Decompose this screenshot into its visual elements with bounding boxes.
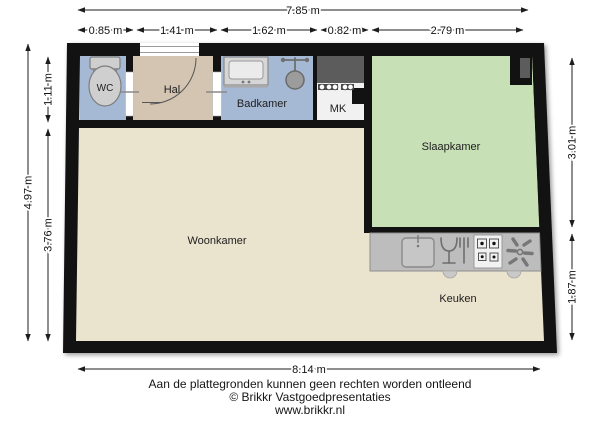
room-label-slaapkamer: Slaapkamer bbox=[421, 141, 481, 153]
wall-badkamer-mk bbox=[313, 56, 317, 120]
room-label-hal: Hal bbox=[163, 84, 181, 96]
wall-slaapkamer-bottom bbox=[364, 227, 540, 233]
mk-duct-area bbox=[317, 56, 365, 83]
bedroom-duct-slot bbox=[520, 58, 530, 78]
wall-slaapkamer-left bbox=[364, 56, 372, 233]
room-label-keuken: Keuken bbox=[439, 293, 477, 305]
room-label-mk: MK bbox=[329, 103, 347, 115]
dim-slaapkamer-width: 2.79 m bbox=[430, 25, 465, 37]
wall-hall-strip-bottom bbox=[76, 120, 372, 128]
badkamer-door-leaf bbox=[213, 72, 222, 116]
dim-bottom-total: 8.14 m bbox=[292, 364, 326, 376]
dim-left-lower: 3.76 m bbox=[42, 218, 55, 252]
footer bbox=[149, 377, 472, 417]
copyright-text: © Brikkr Vastgoedpresentaties bbox=[229, 390, 391, 404]
dim-wc-width: 0.85 m bbox=[88, 25, 123, 37]
dim-left-upper: 1.11 m bbox=[42, 73, 55, 106]
wc-door-leaf bbox=[126, 72, 134, 116]
disclaimer-text: Aan de plattegronden kunnen geen rechten worden ontleend bbox=[148, 377, 472, 391]
website-text: www.brikkr.nl bbox=[274, 403, 346, 417]
toilet-icon bbox=[89, 57, 121, 106]
entrance-opening bbox=[140, 43, 199, 56]
dim-top-total: 7.85 m bbox=[286, 5, 320, 17]
dim-left-total: 4.97 m bbox=[22, 175, 35, 210]
room-label-woonkamer: Woonkamer bbox=[187, 235, 247, 247]
room-label-wc: WC bbox=[96, 83, 114, 94]
kitchen-counter bbox=[370, 233, 541, 278]
dim-mk-width: 0.82 m bbox=[327, 25, 362, 37]
meter-icons bbox=[318, 84, 354, 90]
dim-hal-width: 1.41 m bbox=[160, 25, 194, 37]
building bbox=[63, 43, 557, 353]
dim-right-upper: 3.01 m bbox=[566, 125, 579, 160]
stove-icon bbox=[474, 235, 502, 268]
room-label-badkamer: Badkamer bbox=[236, 98, 288, 110]
kitchen-sink-icon bbox=[402, 235, 434, 267]
washbasin-icon bbox=[224, 57, 268, 88]
dim-right-lower: 1.87 m bbox=[566, 270, 579, 304]
dim-badkamer-width: 1.62 m bbox=[252, 25, 286, 37]
